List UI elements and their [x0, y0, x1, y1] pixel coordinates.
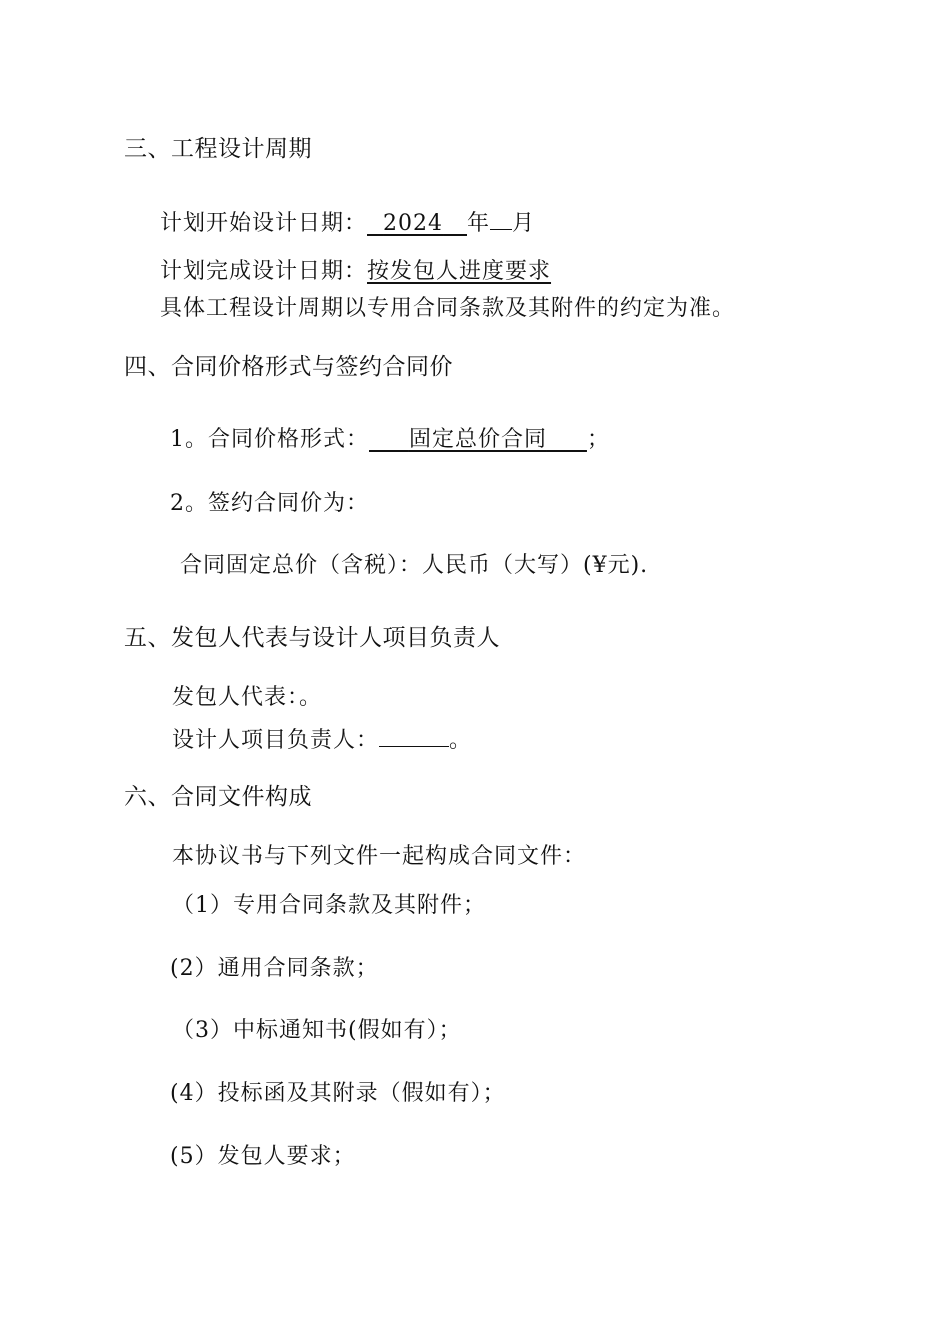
year-value: 2024: [383, 211, 444, 236]
price-form-label: 1。合同价格形式：: [170, 427, 369, 452]
designer-lead-line: [172, 724, 472, 755]
fixed-total-price-line: 合同固定总价（含税）：人民币（大写）(¥元).: [180, 553, 649, 578]
contract-documents-intro: 本协议书与下列文件一起构成合同文件：: [172, 844, 587, 869]
section-heading-representatives: 五、发包人代表与设计人项目负责人: [124, 625, 500, 651]
month-blank: [490, 207, 512, 230]
planned-finish-date-line: [160, 258, 551, 286]
document-list-item: (5）发包人要求；: [170, 1144, 356, 1169]
price-form-value: [369, 427, 587, 452]
document-list-item: （1）专用合同条款及其附件；: [172, 893, 486, 918]
planned-finish-value: 按发包人进度要求: [367, 259, 552, 284]
section-heading-contract-price: 四、合同价格形式与签约合同价: [124, 354, 453, 380]
month-unit: 月: [512, 211, 536, 236]
employer-representative-line: 发包人代表：。: [172, 685, 323, 710]
designer-lead-blank: [379, 724, 449, 747]
document-list-item: (4）投标函及其附录（假如有）；: [170, 1081, 506, 1106]
year-unit: 年: [467, 211, 491, 236]
price-form-end: ；: [586, 427, 610, 452]
designer-lead-label: 设计人项目负责人：: [172, 728, 380, 753]
price-form-line: [170, 426, 610, 454]
signed-price-label: 2。签约合同价为：: [170, 491, 369, 516]
document-list-item: (2）通用合同条款；: [170, 956, 379, 981]
planned-start-date-line: [160, 207, 535, 238]
document-list-item: （3）中标通知书(假如有）；: [172, 1018, 462, 1043]
price-form-value-text: 固定总价合同: [408, 427, 547, 452]
designer-lead-end: 。: [449, 728, 473, 753]
design-period-note: 具体工程设计周期以专用合同条款及其附件的约定为准。: [160, 296, 736, 321]
section-heading-design-period: 三、工程设计周期: [124, 136, 312, 162]
planned-start-year-value: [367, 211, 467, 236]
section-heading-contract-documents: 六、合同文件构成: [124, 784, 312, 810]
planned-finish-label: 计划完成设计日期：: [160, 259, 368, 284]
planned-start-label: 计划开始设计日期：: [160, 211, 368, 236]
